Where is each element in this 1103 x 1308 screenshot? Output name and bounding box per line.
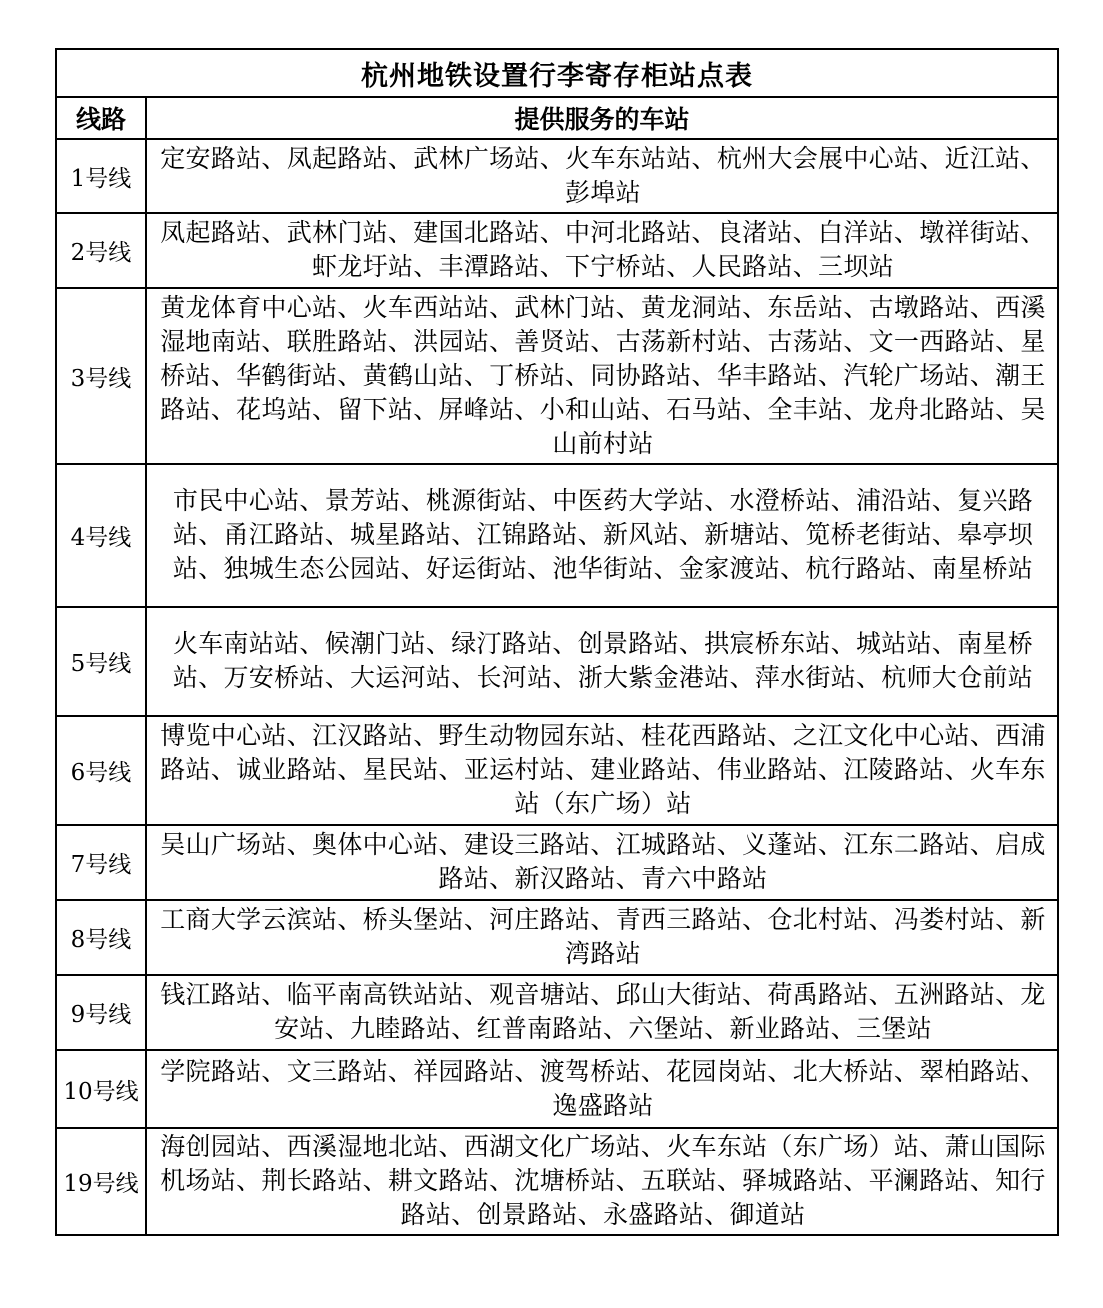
station-list: 工商大学云滨站、桥头堡站、河庄路站、青西三路站、仓北村站、冯娄村站、新湾路站 <box>146 900 1058 975</box>
table-row <box>56 716 1058 825</box>
table-row <box>56 607 1058 716</box>
line-label: 1号线 <box>56 139 146 213</box>
station-list: 黄龙体育中心站、火车西站站、武林门站、黄龙洞站、东岳站、古墩路站、西溪湿地南站、联胜路站、洪园站、善贤站、古荡新村站、古荡站、文一西路站、星桥站、华鹤街站、黄鹤山站、丁桥站、同协路站、华丰路站、汽轮广场站、潮王路站、花坞站、留下站、屏峰站、小和山站、石马站、全丰站、龙舟北路站、吴山前村站 <box>146 288 1058 464</box>
line-label: 2号线 <box>56 213 146 288</box>
header-row <box>56 97 1058 139</box>
station-list: 博览中心站、江汉路站、野生动物园东站、桂花西路站、之江文化中心站、西浦路站、诚业路站、星民站、亚运村站、建业路站、伟业路站、江陵路站、火车东站（东广场）站 <box>146 716 1058 825</box>
station-list: 海创园站、西溪湿地北站、西湖文化广场站、火车东站（东广场）站、萧山国际机场站、荆长路站、耕文路站、沈塘桥站、五联站、驿城路站、平澜路站、知行路站、创景路站、永盛路站、御道站 <box>146 1128 1058 1235</box>
station-list: 钱江路站、临平南高铁站站、观音塘站、邱山大街站、荷禹路站、五洲路站、龙安站、九睦路站、红普南路站、六堡站、新业路站、三堡站 <box>146 975 1058 1050</box>
table-title: 杭州地铁设置行李寄存柜站点表 <box>56 49 1058 97</box>
station-list: 火车南站站、候潮门站、绿汀路站、创景路站、拱宸桥东站、城站站、南星桥站、万安桥站、大运河站、长河站、浙大紫金港站、萍水街站、杭师大仓前站 <box>146 607 1058 716</box>
line-label: 19号线 <box>56 1128 146 1235</box>
station-list: 定安路站、凤起路站、武林广场站、火车东站站、杭州大会展中心站、近江站、彭埠站 <box>146 139 1058 213</box>
stations-column-header: 提供服务的车站 <box>146 97 1058 139</box>
table-row <box>56 825 1058 900</box>
station-list: 凤起路站、武林门站、建国北路站、中河北路站、良渚站、白洋站、墩祥街站、虾龙圩站、丰潭路站、下宁桥站、人民路站、三坝站 <box>146 213 1058 288</box>
table-row <box>56 1050 1058 1128</box>
table-row <box>56 288 1058 464</box>
station-list: 吴山广场站、奥体中心站、建设三路站、江城路站、义蓬站、江东二路站、启成路站、新汉路站、青六中路站 <box>146 825 1058 900</box>
table-row <box>56 975 1058 1050</box>
table-row <box>56 1128 1058 1235</box>
title-row <box>56 49 1058 97</box>
line-label: 9号线 <box>56 975 146 1050</box>
locker-stations-table <box>55 48 1059 1236</box>
line-label: 3号线 <box>56 288 146 464</box>
line-label: 6号线 <box>56 716 146 825</box>
line-label: 10号线 <box>56 1050 146 1128</box>
line-column-header: 线路 <box>56 97 146 139</box>
station-list: 市民中心站、景芳站、桃源街站、中医药大学站、水澄桥站、浦沿站、复兴路站、甬江路站、城星路站、江锦路站、新风站、新塘站、笕桥老街站、皋亭坝站、独城生态公园站、好运街站、池华街站、金家渡站、杭行路站、南星桥站 <box>146 464 1058 607</box>
station-list: 学院路站、文三路站、祥园路站、渡驾桥站、花园岗站、北大桥站、翠柏路站、逸盛路站 <box>146 1050 1058 1128</box>
line-label: 7号线 <box>56 825 146 900</box>
table-row <box>56 213 1058 288</box>
table-row <box>56 139 1058 213</box>
table-row <box>56 900 1058 975</box>
line-label: 4号线 <box>56 464 146 607</box>
line-label: 8号线 <box>56 900 146 975</box>
line-label: 5号线 <box>56 607 146 716</box>
table-row <box>56 464 1058 607</box>
